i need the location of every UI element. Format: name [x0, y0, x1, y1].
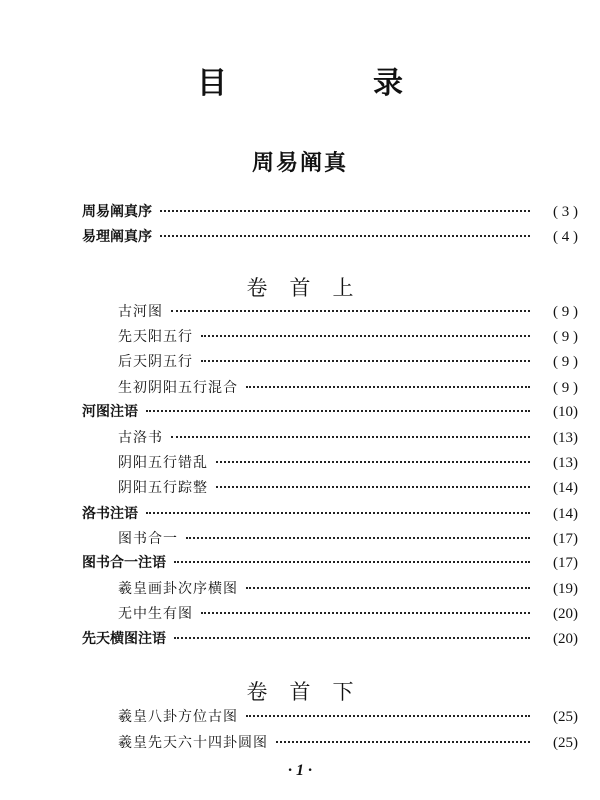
toc-entry-page: (13) [553, 455, 578, 471]
toc-entry-label: 无中生有图 [118, 606, 193, 622]
toc-entry-label: 古河图 [118, 304, 163, 320]
toc-entry-page: ( 9 ) [553, 380, 578, 396]
toc-entry[interactable] [0, 400, 600, 424]
toc-entry-page: (20) [553, 606, 578, 622]
page-number: · 1 · [288, 762, 312, 779]
toc-entry[interactable] [0, 476, 600, 500]
toc-entry[interactable] [0, 200, 600, 224]
toc-entry-page: (17) [553, 531, 578, 547]
leader-dots [201, 335, 530, 337]
toc-entry[interactable] [0, 731, 600, 755]
page-title: 目 录 [197, 66, 461, 101]
toc-entry[interactable] [0, 602, 600, 626]
toc-entry-label: 河图注语 [82, 404, 138, 420]
toc-entry-page: (25) [553, 709, 578, 725]
toc-entry-label: 阴阳五行踪整 [118, 480, 208, 496]
leader-dots [174, 561, 530, 563]
book-title: 周易阐真 [251, 150, 348, 176]
toc-entry-page: ( 9 ) [553, 304, 578, 320]
toc-entry[interactable] [0, 451, 600, 475]
toc-entry[interactable] [0, 350, 600, 374]
leader-dots [276, 741, 530, 743]
toc-entry-label: 先天横图注语 [82, 631, 166, 647]
toc-entry-label: 古洛书 [118, 430, 163, 446]
leader-dots [174, 637, 530, 639]
toc-entry-label: 羲皇先天六十四卦圆图 [118, 735, 268, 751]
toc-entry-page: (17) [553, 555, 578, 571]
toc-entry-page: (14) [553, 506, 578, 522]
toc-entry-page: ( 9 ) [553, 329, 578, 345]
leader-dots [246, 587, 530, 589]
toc-entry-label: 羲皇八卦方位古图 [118, 709, 238, 725]
toc-entry-label: 洛书注语 [82, 506, 138, 522]
toc-entry[interactable] [0, 577, 600, 601]
volume-upper-title: 卷首上 [246, 276, 376, 300]
leader-dots [146, 512, 530, 514]
toc-entry-page: (19) [553, 581, 578, 597]
toc-entry-label: 周易阐真序 [82, 204, 152, 220]
toc-entry[interactable] [0, 300, 600, 324]
toc-entry-page: ( 4 ) [553, 229, 578, 245]
toc-entry-page: (25) [553, 735, 578, 751]
toc-entry[interactable] [0, 325, 600, 349]
toc-entry-label: 羲皇画卦次序横图 [118, 581, 238, 597]
toc-entry[interactable] [0, 502, 600, 526]
toc-entry[interactable] [0, 426, 600, 450]
toc-entry[interactable] [0, 527, 600, 551]
toc-entry-label: 生初阴阳五行混合 [118, 380, 238, 396]
toc-entry-page: ( 9 ) [553, 354, 578, 370]
toc-entry[interactable] [0, 627, 600, 651]
leader-dots [201, 360, 530, 362]
leader-dots [216, 461, 530, 463]
toc-entry-label: 后天阴五行 [118, 354, 193, 370]
toc-entry[interactable] [0, 376, 600, 400]
leader-dots [160, 235, 530, 237]
leader-dots [246, 386, 530, 388]
toc-entry-page: ( 3 ) [553, 204, 578, 220]
leader-dots [160, 210, 530, 212]
volume-lower-title: 卷首下 [246, 680, 376, 704]
leader-dots [201, 612, 530, 614]
leader-dots [186, 537, 530, 539]
toc-entry-label: 图书合一注语 [82, 555, 166, 571]
toc-entry-label: 图书合一 [118, 531, 178, 547]
toc-entry-label: 易理阐真序 [82, 229, 152, 245]
toc-entry-label: 阴阳五行错乱 [118, 455, 208, 471]
toc-entry-page: (20) [553, 631, 578, 647]
leader-dots [171, 436, 530, 438]
leader-dots [171, 310, 530, 312]
toc-entry-page: (13) [553, 430, 578, 446]
leader-dots [216, 486, 530, 488]
toc-entry[interactable] [0, 705, 600, 729]
toc-entry-page: (10) [553, 404, 578, 420]
toc-entry-label: 先天阳五行 [118, 329, 193, 345]
leader-dots [246, 715, 530, 717]
toc-entry[interactable] [0, 551, 600, 575]
toc-entry[interactable] [0, 225, 600, 249]
toc-entry-page: (14) [553, 480, 578, 496]
leader-dots [146, 410, 530, 412]
